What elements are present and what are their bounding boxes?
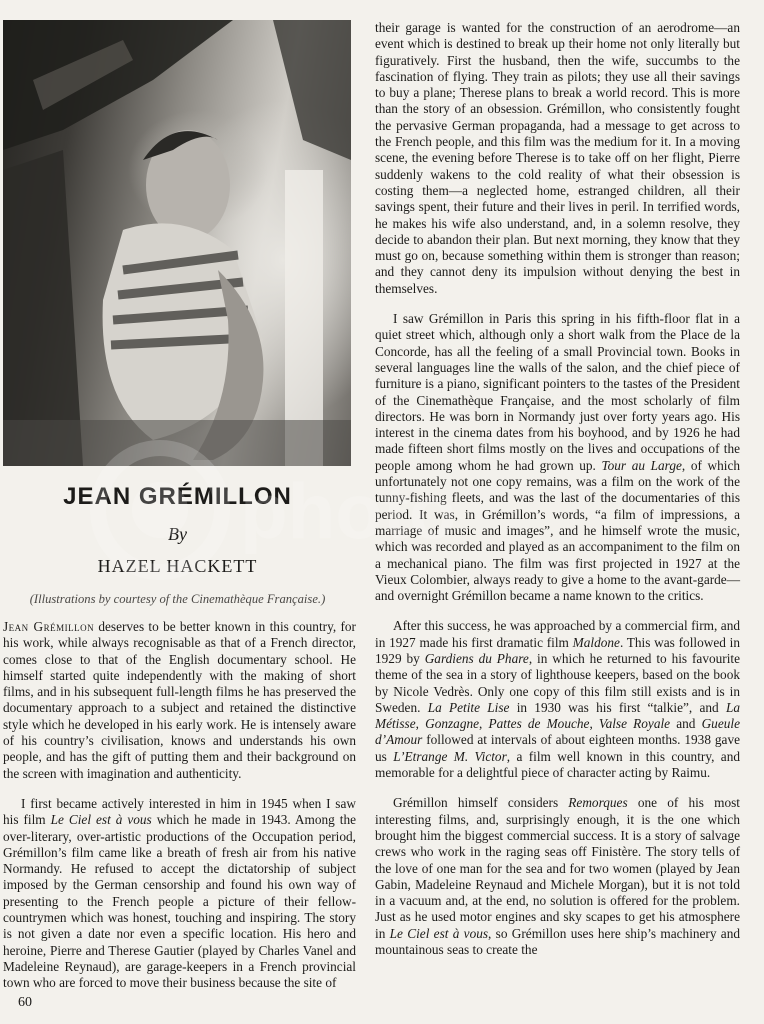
lead-words: Jean Grémillon	[3, 619, 95, 634]
photo-illustration	[3, 20, 351, 466]
author-name: HAZEL HACKETT	[97, 556, 258, 576]
film-title: Gardiens du Phare	[424, 650, 529, 666]
paragraph: I saw Grémillon in Paris this spring in his fifth-floor flat in a quiet street which, although only a short walk from the Place de la Concorde, has all the feeling of a small Provincial town. Books in several languages line the walls of the salon, and the chief piece of furniture is a piano, significant pointers to the tastes of the President of the Cinemathèque Française, and the most scholarly of film directors. He was born in Normandy just over forty years ago. His interest in the cinema dates from his boyhood, and by 1926 he had made fifteen short films mostly on the lives and occupations of the people among whom he had grown up. Tour au Large, of which unfortunately not one copy remains, was a film on the work of the tunny-fishing fleets, and was the last of the documentaries of this period. It was, in Grémillon’s words, “a film of impressions, a marriage of music and images”, and he himself wrote the music, which was recorded and played as an accompaniment to the film on a mechanical piano. The film was first projected in 1927 at the Vieux Colombier, always ready to give a home to the avant-garde—and overnight Grémillon became a name known to the critics.	[375, 311, 740, 604]
film-title: Pattes de Mouche	[488, 716, 590, 732]
film-title: Gueule d’Amour	[375, 716, 740, 748]
paragraph: their garage is wanted for the construction of an aerodrome—an event which is destined to break up their home not only literally but figuratively. First the husband, then the wife, succumbs to the fascination of flying. They train as pilots; they use all their savings to buy a plane; Therese plans to break a world record. This is more than the story of an obsession. Grémillon, who consistently fought the pervasive German propaganda, had a message to get across to the French people, and this film was the medium for it. In a moving scene, the evening before Therese is to take off on her flight, Pierre suddenly wakens to the cold reality of what their obsession is costing them—a neglected home, estranged children, all their savings spent, their future and their lives in peril. In terrified words, he makes his wife also understand, and, in a solemn resolve, they decide to abandon their plan. But next morning, they know that they must go on, because something within them is stronger than reason; and they cannot deny its impulsion without denying the best in themselves.	[375, 20, 740, 296]
film-title: Le Ciel est à vous	[50, 812, 152, 828]
page-number: 60	[18, 995, 32, 1010]
film-title: Le Ciel est à vous	[389, 925, 489, 941]
left-column	[3, 619, 356, 1006]
byline-by: By	[168, 524, 187, 544]
article-title: JEAN GRÉMILLON	[63, 483, 292, 510]
paragraph: After this success, he was approached by a commercial firm, and in 1927 made his first dramatic film Maldone. This was followed in 1929 by Gardiens du Phare, in which he returned to his favourite theme of the sea in a story of lighthouse keepers, based on the book by Nicole Vedrès. Only one copy of this film still exists and is in Sweden. La Petite Lise in 1930 was his first “talkie”, and La Métisse, Gonzagne, Pattes de Mouche, Valse Royale and Gueule d’Amour followed at intervals of about eighteen months. 1938 gave us L’Etrange M. Victor, a film well known in this country, and memorable for a delightful piece of character acting by Raimu.	[375, 618, 741, 781]
paragraph: Jean Grémillon deserves to be better known in this country, for his work, while always recognisable as that of a French director, comes close to that of the English documentary school. He himself started quite independently with the making of short films, and in his subsequent full-length films he has preserved the documentary approach to a subject and retained the distinctive style which he developed in his early work. He is intensely aware of his country’s civilisation, knows and understands his own people, and has the gift of putting them and their background on the screen with imagination and authenticity.	[3, 619, 356, 781]
film-title: La Métisse	[375, 699, 740, 732]
article-photo	[3, 20, 351, 466]
film-title: La Petite Lise	[427, 699, 510, 715]
paragraph: I first became actively interested in him in 1945 when I saw his film Le Ciel est à vous which he made in 1943. Among the over-literary, over-artistic productions of the Occupation period, Grémillon’s film came like a breath of fresh air from his native Normandy. He refused to accept the dictatorship of subject imposed by the German censorship and found his own way of presenting to the French people a picture of their fellow-countrymen which was honest, touching and inspiring. The story is not given a date nor even a specific location. His hero and heroine, Pierre and Therese Gautier (played by Charles Vanel and Madeleine Reynaud), are garage-keepers in a French provincial town who are forced to move their business because the site of	[3, 795, 356, 991]
illustration-credit: (Illustrations by courtesy of the Cinemathèque Française.)	[29, 592, 326, 606]
paragraph: Grémillon himself considers Remorques one of his most interesting films, and, surprisingly enough, it is the one which brought him the biggest commercial success. It is a story of salvage crews who work in the raging seas off Finistère. The story tells of the love of one man for the sea and for two women (played by Jean Gabin, Madeleine Reynaud and Michele Morgan), but it is not told in a vacuum and, at the end, no solution is offered for the problem. Just as he used motor engines and sky scapes to get his atmosphere in Le Ciel est à vous, so Grémillon uses here ship’s machinery and mountainous seas to create the	[375, 795, 741, 958]
right-column	[375, 20, 740, 972]
film-title: Tour au Large	[601, 457, 682, 473]
film-title: Maldone	[572, 634, 620, 650]
watermark-text: photo	[240, 467, 457, 555]
film-title: Gonzagne	[425, 716, 480, 732]
film-title: Valse Royale	[598, 716, 671, 732]
film-title: Remorques	[568, 795, 628, 811]
film-title: L’Etrange M. Victor	[393, 748, 507, 764]
